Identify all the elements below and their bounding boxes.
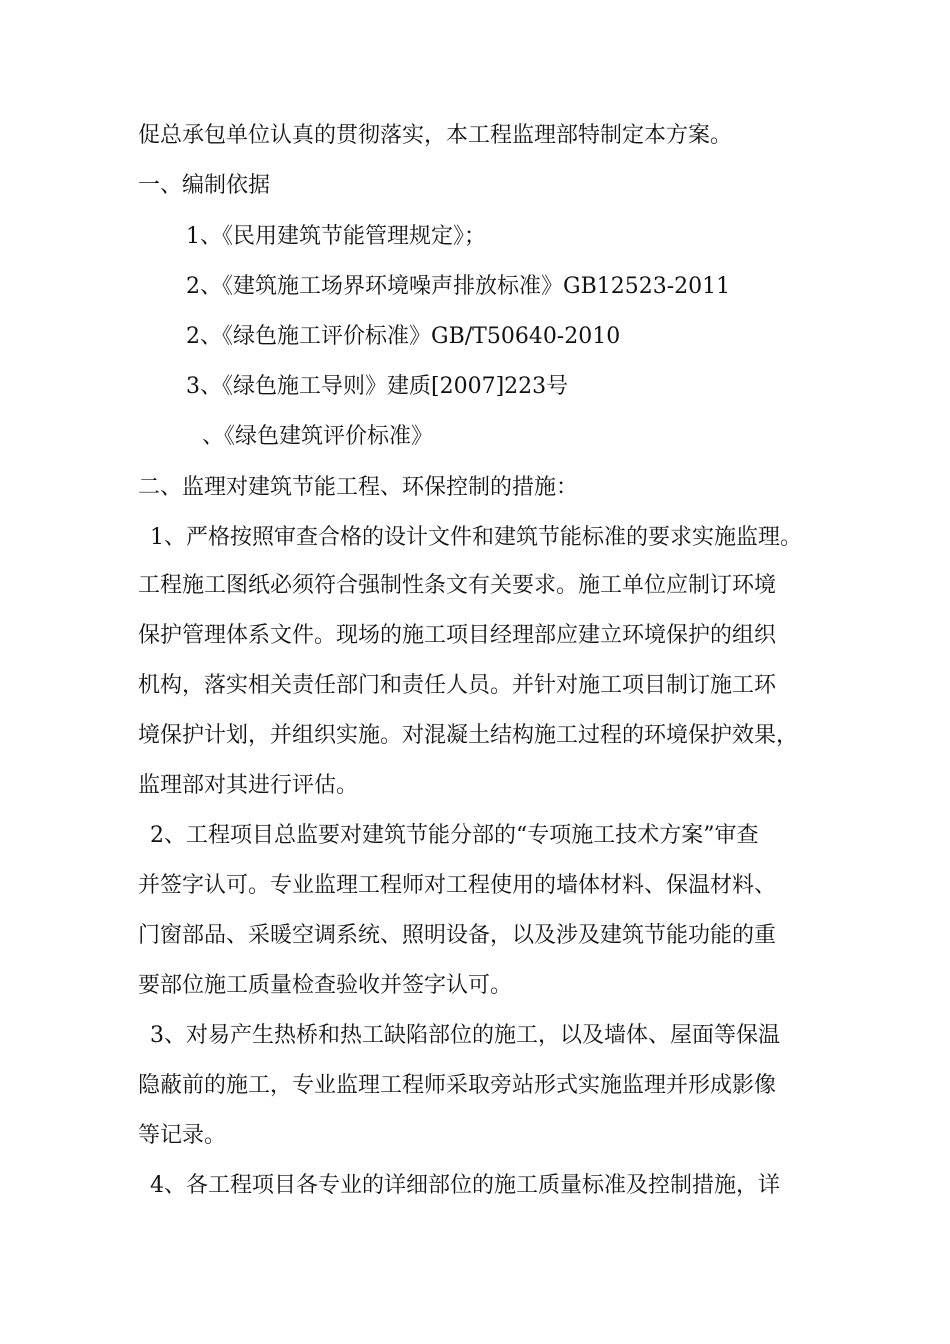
intro-tail-line: 促总承包单位认真的贯彻落实，本工程监理部特制定本方案。 bbox=[138, 123, 733, 148]
measure-1-line-2: 工程施工图纸必须符合强制性条文有关要求。施工单位应制订环境 bbox=[138, 573, 777, 598]
measure-1-line-1: 1、严格按照审查合格的设计文件和建筑节能标准的要求实施监理。 bbox=[150, 525, 802, 550]
measure-1-line-5: 境保护计划，并组织实施。对混凝土结构施工过程的环境保护效果， bbox=[138, 723, 799, 748]
measure-2-line-2: 并签字认可。专业监理工程师对工程使用的墙体材料、保温材料、 bbox=[138, 873, 777, 898]
measure-3-line-2: 隐蔽前的施工，专业监理工程师采取旁站形式实施监理并形成影像 bbox=[138, 1073, 777, 1098]
basis-item-3: 2、《绿色施工评价标准》GB/T50640-2010 bbox=[186, 324, 621, 349]
basis-item-5: 、《绿色建筑评价标准》 bbox=[202, 424, 434, 449]
measure-1-line-6: 监理部对其进行评估。 bbox=[138, 773, 359, 798]
measure-4-line-1: 4、各工程项目各专业的详细部位的施工质量标准及控制措施，详 bbox=[150, 1173, 780, 1198]
measure-3-line-1: 3、对易产生热桥和热工缺陷部位的施工，以及墙体、屋面等保温 bbox=[150, 1023, 780, 1048]
measure-2-line-1: 2、工程项目总监要对建筑节能分部的“专项施工技术方案”审查 bbox=[150, 823, 759, 848]
measure-2-line-3: 门窗部品、采暖空调系统、照明设备，以及涉及建筑节能功能的重 bbox=[138, 923, 777, 948]
basis-item-4: 3、《绿色施工导则》建质[2007]223号 bbox=[186, 374, 569, 399]
measure-3-line-3: 等记录。 bbox=[138, 1123, 227, 1148]
measure-1-line-4: 机构，落实相关责任部门和责任人员。并针对施工项目制订施工环 bbox=[138, 673, 777, 698]
section1-heading: 一、编制依据 bbox=[138, 173, 271, 198]
basis-item-2: 2、《建筑施工场界环境噪声排放标准》GB12523-2011 bbox=[186, 274, 731, 299]
measure-2-line-4: 要部位施工质量检查验收并签字认可。 bbox=[138, 973, 513, 998]
section2-heading: 二、监理对建筑节能工程、环保控制的措施： bbox=[138, 475, 579, 500]
basis-item-1: 1、《民用建筑节能管理规定》； bbox=[186, 224, 486, 249]
measure-1-line-3: 保护管理体系文件。现场的施工项目经理部应建立环境保护的组织 bbox=[138, 623, 777, 648]
